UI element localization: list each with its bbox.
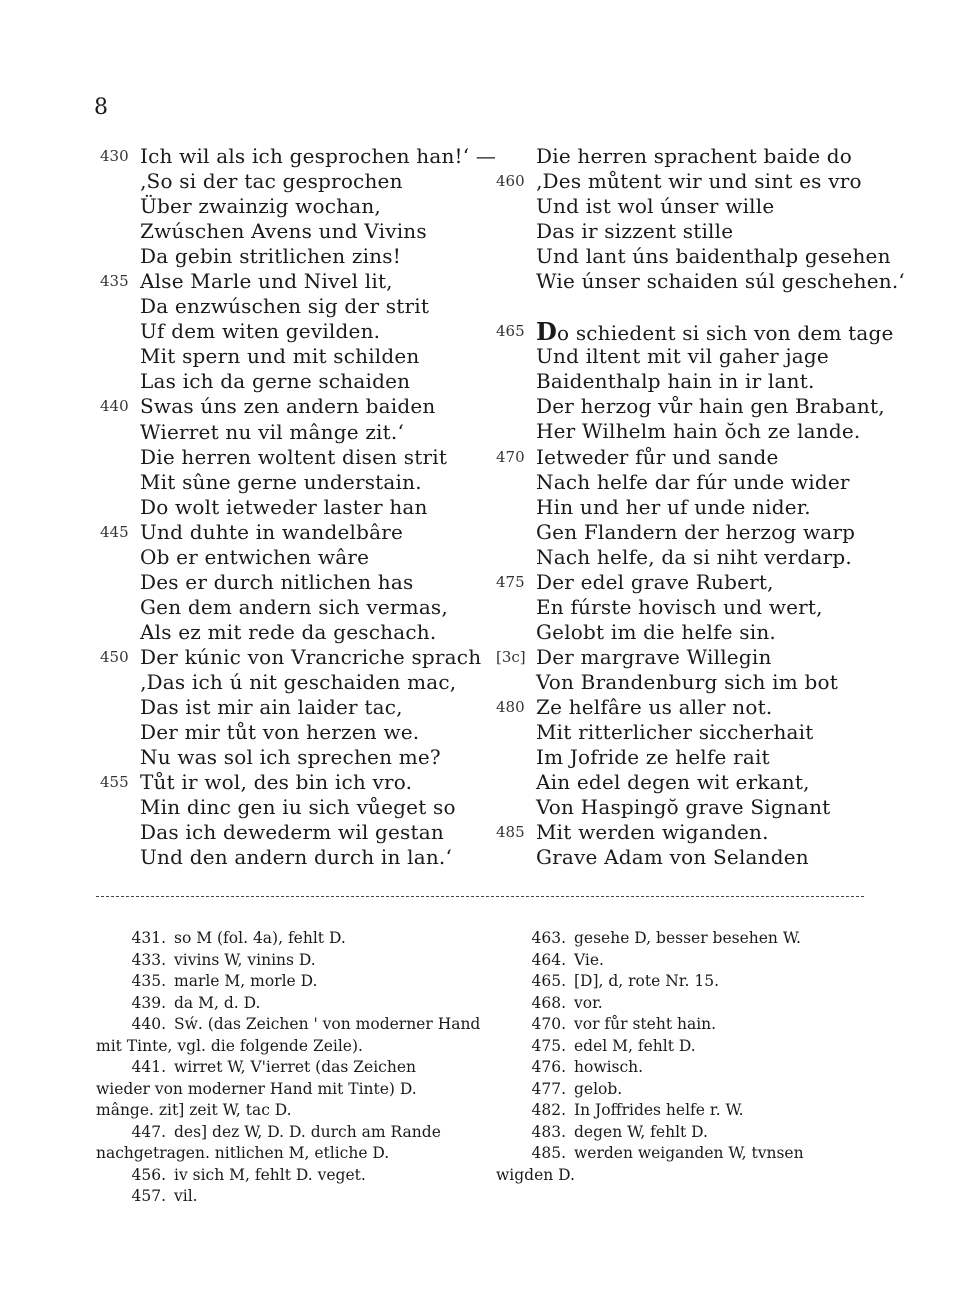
note-text: howisch. [574,1058,644,1076]
note-text: des] dez W, D. D. durch am Rande [174,1122,441,1141]
note-text: In Joffrides helfe r. W. [574,1101,744,1119]
note-text: Vie. [574,950,604,969]
verse-line [100,520,500,545]
verse-text [536,319,894,346]
line-number: 475 [496,572,525,591]
verse-line [496,269,905,294]
apparatus-note [96,1014,481,1036]
verse-text: Mit werden wiganden. [536,820,769,845]
verse-line [496,845,896,870]
verse-line [496,520,896,545]
verse-column-right [496,144,905,870]
verse-text: Mit ritterlicher siccherhait [536,720,814,745]
verse-text: Mit spern und mit schilden [140,344,420,369]
apparatus-note [96,1186,476,1208]
verse-text: Das ir sizzent stille [536,219,734,244]
note-line-ref: 465. [531,972,566,990]
apparatus-note [96,1122,476,1144]
apparatus-note [496,1014,840,1036]
verse-line [100,720,500,745]
apparatus-note [96,971,476,993]
verse-text: Zwúschen Avens und Vivins [140,219,427,244]
apparatus-note [96,993,476,1015]
note-line-ref: 440. [131,1015,166,1033]
note-text: da M, d. D. [174,993,261,1012]
verse-text: ‚Des můtent wir und sint es vro [536,169,862,194]
line-number: 465 [496,322,525,341]
note-text: vor fůr steht hain. [574,1015,717,1033]
verse-line [100,319,500,344]
verse-line [496,770,896,795]
note-text: mit Tinte, vgl. die folgende Zeile). [96,1036,363,1055]
verse-line [496,144,896,169]
verse-line [496,244,896,269]
note-line-ref: 457. [131,1187,166,1205]
verse-line [496,394,896,419]
verse-line [496,695,896,720]
line-number: [3c] [496,647,526,666]
verse-line [496,570,896,595]
verse-text: Alse Marle und Nivel lit, [140,269,393,294]
verse-line [100,144,500,169]
verse-text: Las ich da gerne schaiden [140,369,411,394]
verse-line [496,219,896,244]
verse-line [496,720,896,745]
note-text: so M (fol. 4a), fehlt D. [174,929,346,947]
verse-text: Und iltent mit vil gaher jage [536,344,829,369]
verse-line [100,344,500,369]
verse-text: Von Brandenburg sich im bot [536,669,838,694]
apparatus-notes-left [96,928,481,1208]
verse-line [496,419,896,444]
verse-text: Ain edel degen wit erkant, [536,770,810,795]
note-text: Sẃ. (das Zeichen ' von moderner Hand [174,1015,481,1033]
note-line-ref: 477. [531,1079,566,1098]
verse-line [100,695,500,720]
note-text: vor. [574,993,603,1012]
verse-text: Der edel grave Rubert, [536,569,774,594]
line-number: 480 [496,697,525,716]
note-line-ref: 468. [531,993,566,1012]
verse-line [100,795,500,820]
note-line-ref: 456. [131,1165,166,1184]
verse-line [496,317,896,347]
footnote-divider [96,896,864,897]
verse-line [100,294,500,319]
verse-line [496,194,896,219]
note-text: nachgetragen. nitlichen M, etliche D. [96,1144,390,1162]
note-line-ref: 435. [131,972,166,990]
verse-line [100,244,500,269]
verse-line [496,820,896,845]
verse-text: Im Jofride ze helfe rait [536,745,770,770]
note-line-ref: 464. [531,950,566,969]
note-text: vivins W, vinins D. [174,950,316,969]
verse-text: Gen dem andern sich vermas, [140,594,448,619]
line-number: 455 [100,773,129,792]
apparatus-note [96,1079,476,1101]
verse-text: Gelobt im die helfe sin. [536,619,776,644]
note-line-ref: 483. [531,1122,566,1141]
verse-line [100,194,500,219]
verse-line [100,545,500,570]
verse-line [496,645,896,670]
verse-line [100,495,500,520]
apparatus-note [496,1143,840,1165]
verse-line [496,670,896,695]
verse-text: Uf dem witen gevilden. [140,319,381,344]
verse-text: Als ez mit rede da geschach. [140,619,437,644]
line-number: 440 [100,397,129,416]
note-text: wirret W, V'ierret (das Zeichen [174,1058,416,1076]
verse-text: Nu was sol ich sprechen me? [140,745,441,770]
note-text: wigden D. [496,1165,575,1184]
apparatus-note [96,928,476,950]
apparatus-note [96,1100,476,1122]
apparatus-note [496,950,840,972]
verse-line [496,495,896,520]
verse-line [100,570,500,595]
note-line-ref: 463. [531,929,566,947]
apparatus-note [496,1165,840,1187]
verse-text: Do wolt ietweder laster han [140,494,428,519]
line-number: 430 [100,147,129,165]
verse-text: Ietweder fůr und sande [536,444,779,469]
verse-text: Der margrave Willegin [536,644,772,669]
verse-text: Min dinc gen iu sich vůeget so [140,795,456,820]
verse-line [100,845,500,870]
verse-text: Her Wilhelm hain ŏch ze lande. [536,419,861,444]
verse-line [100,470,500,495]
apparatus-note [496,1057,840,1079]
verse-text: Des er durch nitlichen has [140,569,414,594]
verse-text: Tůt ir wol, des bin ich vro. [140,770,413,795]
verse-line [496,344,896,369]
verse-text: Gen Flandern der herzog warp [536,519,856,544]
verse-text: Hin und her uf unde nider. [536,494,811,519]
verse-line [100,595,500,620]
apparatus-note [96,950,476,972]
note-text: werden weiganden W, tvnsen [574,1144,804,1162]
verse-line [100,770,500,795]
verse-text: Mit sûne gerne understain. [140,469,422,494]
verse-text: Ich wil als ich gesprochen han!‘ — [140,144,497,168]
verse-line [100,369,500,394]
note-text: wieder von moderner Hand mit Tinte) D. [96,1079,417,1098]
verse-text: Über zwainzig wochan, [140,194,381,219]
page-number: 8 [94,95,108,120]
verse-text: Ob er entwichen wâre [140,544,370,569]
verse-line [496,445,896,470]
note-text: edel M, fehlt D. [574,1036,696,1055]
verse-line [100,420,500,445]
verse-line [496,620,896,645]
line-number: 485 [496,823,525,842]
verse-line [496,470,896,495]
verse-text: En fúrste hovisch und wert, [536,594,823,619]
note-line-ref: 433. [131,950,166,969]
verse-line [496,545,896,570]
verse-text: Das ist mir ain laider tac, [140,695,403,720]
apparatus-note [96,1036,476,1058]
verse-line [100,670,500,695]
verse-line [496,369,896,394]
verse-text: ‚Das ich ú nit geschaiden mac, [140,669,457,694]
note-line-ref: 439. [131,993,166,1012]
verse-text: Und ist wol únser wille [536,194,775,219]
note-text: iv sich M, fehlt D. veget. [174,1165,366,1184]
line-number: 470 [496,447,525,466]
line-number: 450 [100,647,129,666]
note-text: gesehe D, besser besehen W. [574,929,801,947]
apparatus-note [496,1122,840,1144]
verse-text: Und lant úns baidenthalp gesehen [536,244,891,269]
apparatus-note [496,1100,840,1122]
verse-text: Und duhte in wandelbâre [140,519,404,544]
verse-text: Und den andern durch in lan.‘ [140,845,453,870]
apparatus-notes-right [496,928,840,1186]
verse-text: Baidenthalp hain in ir lant. [536,369,815,394]
note-line-ref: 485. [531,1144,566,1162]
verse-text: Ze helfâre us aller not. [536,694,773,719]
note-line-ref: 470. [531,1015,566,1033]
verse-line [100,820,500,845]
verse-text: Nach helfe, da si niht verdarp. [536,544,852,569]
apparatus-note [496,1036,840,1058]
verse-text: Wie únser schaiden súl geschehen.‘ [536,269,905,294]
apparatus-note [496,971,840,993]
note-text: marle M, morle D. [174,972,318,990]
line-number: 435 [100,272,129,291]
verse-text: Die herren woltent disen strit [140,444,448,469]
verse-line [100,219,500,244]
note-line-ref: 447. [131,1122,166,1141]
note-text: degen W, fehlt D. [574,1122,708,1141]
verse-text: Der herzog vůr hain gen Brabant, [536,394,885,419]
note-text: [D], d, rote Nr. 15. [574,972,719,990]
verse-text: Nach helfe dar fúr unde wider [536,469,850,494]
verse-text-rest: o schiedent si sich von dem tage [557,321,894,346]
note-text: mânge. zit] zeit W, tac D. [96,1101,292,1119]
line-number: 460 [496,172,525,191]
verse-line [496,595,896,620]
verse-text: Der mir tůt von herzen we. [140,720,420,745]
verse-text: ‚So si der tac gesprochen [140,169,403,194]
verse-line [100,269,500,294]
verse-line [100,394,500,419]
verse-text: Swas úns zen andern baiden [140,394,436,419]
apparatus-note [496,1079,840,1101]
verse-line [100,169,500,194]
verse-text: Grave Adam von Selanden [536,845,809,870]
verse-line [100,620,500,645]
apparatus-note [496,928,840,950]
verse-line [100,745,500,770]
note-text: vil. [174,1187,198,1205]
verse-text: Der kúnic von Vrancriche sprach [140,644,482,669]
verse-line [496,745,896,770]
verse-text: Von Haspingŏ grave Signant [536,795,831,820]
verse-line [100,645,500,670]
apparatus-note [96,1143,476,1165]
initial-letter: D [536,317,558,347]
note-line-ref: 475. [531,1036,566,1055]
note-line-ref: 476. [531,1058,566,1076]
verse-text: Wierret nu vil mânge zit.‘ [140,419,405,444]
apparatus-note [96,1165,476,1187]
note-text: gelob. [574,1079,623,1098]
line-number: 445 [100,522,129,541]
verse-line [496,169,896,194]
apparatus-note [496,993,840,1015]
verse-line [100,445,500,470]
verse-text: Die herren sprachent baide do [536,144,853,168]
apparatus-note [96,1057,476,1079]
note-line-ref: 482. [531,1101,566,1119]
note-line-ref: 441. [131,1058,166,1076]
verse-column-left [100,144,500,870]
verse-text: Das ich dewederm wil gestan [140,820,444,845]
verse-line [496,795,896,820]
verse-text: Da gebin stritlichen zins! [140,244,401,269]
verse-text: Da enzwúschen sig der strit [140,294,430,319]
note-line-ref: 431. [131,929,166,947]
